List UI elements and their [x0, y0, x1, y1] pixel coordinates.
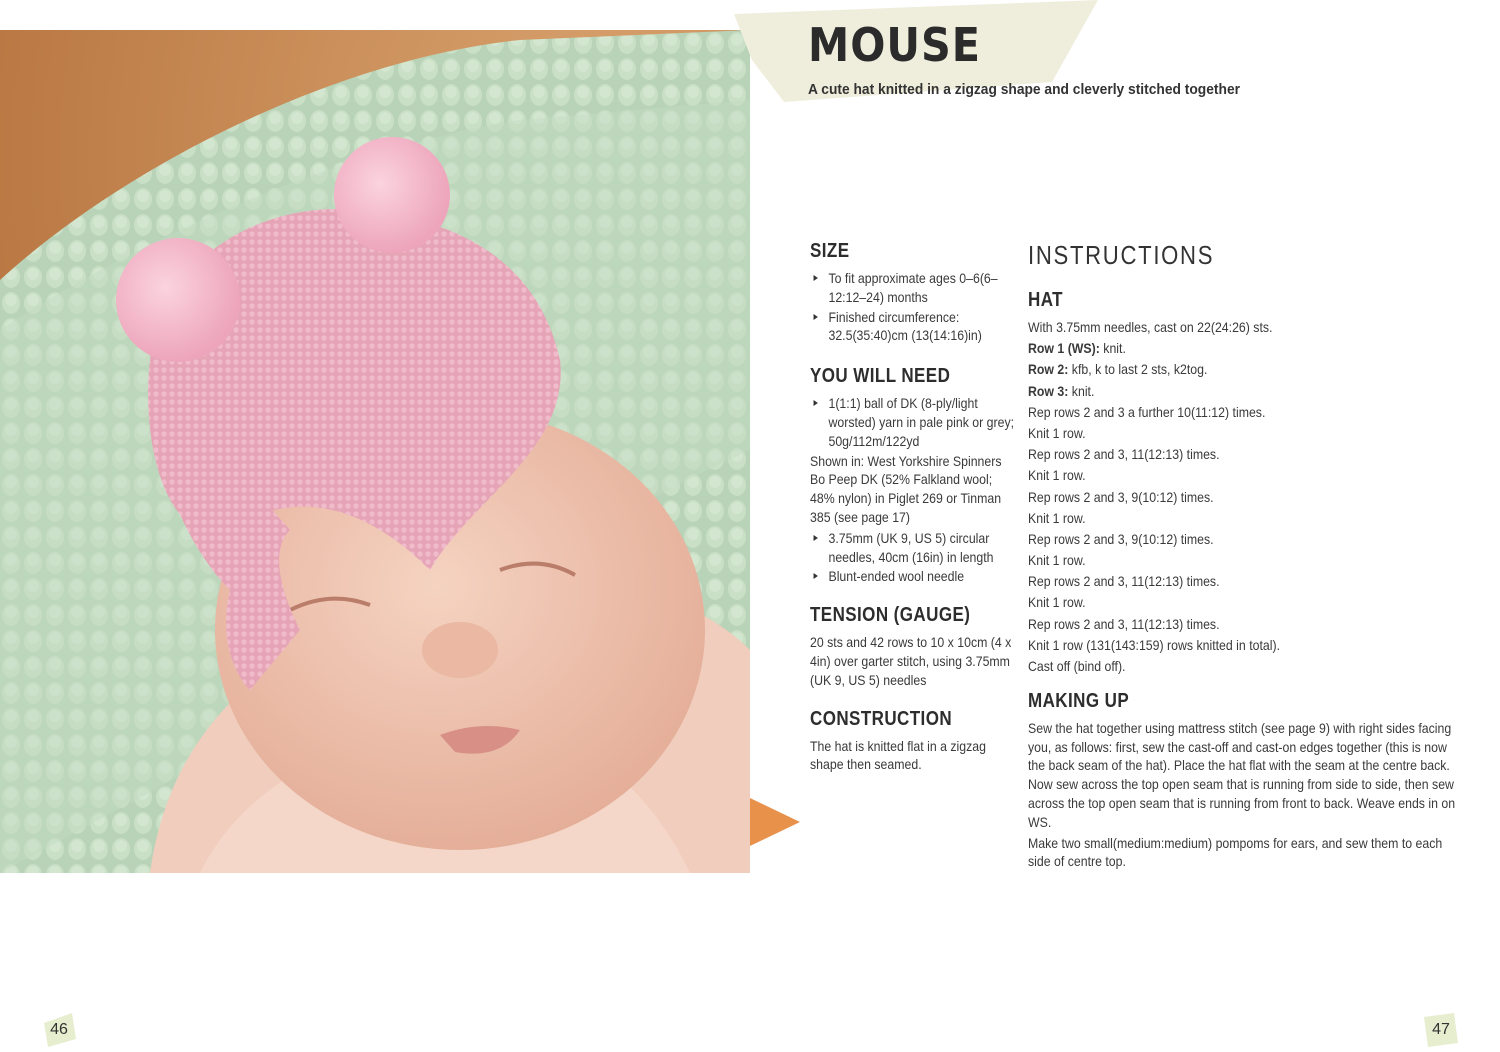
construction-heading: CONSTRUCTION: [810, 707, 953, 730]
page-number-left-label: 46: [50, 1021, 68, 1038]
row-label: Row 2:: [1028, 361, 1069, 378]
making-up-paragraph: Sew the hat together using mattress stitch (see page 9) with right sides facing you, as follows: first, sew the cast-off and cast-on edges together (this is now the back seam of the hat). Place the hat flat with the seam at the centre back. Now sew across the top open seam that is running from side to side, then sew across the top open seam that is running from front to back. Weave ends in on WS.: [1028, 719, 1456, 830]
list-item: Blunt-ended wool needle: [810, 567, 1014, 586]
page-number-right-label: 47: [1432, 1021, 1450, 1038]
hat-heading: HAT: [1028, 289, 1063, 311]
row-text: With 3.75mm needles, cast on 22(24:26) sts.: [1028, 319, 1273, 335]
instruction-line: [1028, 445, 1456, 464]
row-label: Row 1 (WS):: [1028, 340, 1100, 357]
row-text: Cast off (bind off).: [1028, 658, 1126, 674]
row-text: Knit 1 row.: [1028, 594, 1086, 611]
list-item: To fit approximate ages 0–6(6–12:12–24) months: [810, 269, 1014, 307]
row-text: Knit 1 row.: [1028, 424, 1086, 441]
you-will-need-section: [810, 394, 1014, 586]
instruction-line: [1028, 509, 1456, 528]
row-text: Knit 1 row.: [1028, 552, 1086, 569]
instruction-line: [1028, 339, 1456, 358]
list-item: 1(1:1) ball of DK (8-ply/light worsted) yarn in pale pink or grey; 50g/112m/122yd: [810, 394, 1014, 450]
size-list: [810, 269, 1014, 345]
row-text: Knit 1 row (131(143:159) rows knitted in total).: [1028, 636, 1281, 653]
row-text: Rep rows 2 and 3 a further 10(11:12) times.: [1028, 403, 1266, 420]
instructions-column: [1028, 240, 1458, 873]
instructions-heading: INSTRUCTIONS: [1028, 240, 1215, 270]
size-section: [810, 269, 1014, 345]
page-number-right: [1424, 1013, 1458, 1047]
instruction-line: [1028, 488, 1456, 507]
making-up-heading: MAKING UP: [1028, 689, 1130, 712]
row-text: Rep rows 2 and 3, 11(12:13) times.: [1028, 615, 1220, 632]
row-text: kfb, k to last 2 sts, k2tog.: [1068, 361, 1208, 378]
page-number-left: [42, 1013, 76, 1047]
hat-instructions: [1028, 318, 1456, 676]
row-text: knit.: [1068, 382, 1095, 399]
instruction-line: [1028, 551, 1456, 570]
you-will-need-heading: YOU WILL NEED: [810, 365, 951, 388]
row-text: Rep rows 2 and 3, 11(12:13) times.: [1028, 573, 1220, 590]
instruction-line: [1028, 593, 1456, 612]
construction-text: The hat is knitted flat in a zigzag shape then seamed.: [810, 737, 986, 773]
baby-photo: [0, 30, 750, 873]
list-item: 3.75mm (UK 9, US 5) circular needles, 40cm (16in) in length: [810, 529, 1014, 567]
materials-column: [810, 240, 1015, 776]
instruction-line: [1028, 636, 1456, 655]
instruction-line: [1028, 360, 1456, 379]
instruction-line: [1028, 382, 1456, 401]
row-label: Row 3:: [1028, 382, 1069, 399]
making-up-paragraph: Make two small(medium:medium) pompoms for ears, and sew them to each side of centre top.: [1028, 834, 1443, 870]
tension-heading: TENSION (GAUGE): [810, 604, 971, 627]
row-text: Rep rows 2 and 3, 9(10:12) times.: [1028, 488, 1214, 505]
instruction-line: [1028, 424, 1456, 443]
instruction-line: [1028, 466, 1456, 485]
tension-text: 20 sts and 42 rows to 10 x 10cm (4 x 4in) over garter stitch, using 3.75mm (UK 9, US 5) needles: [810, 634, 1012, 688]
orange-arrow-icon: [750, 798, 800, 846]
row-text: Rep rows 2 and 3, 11(12:13) times.: [1028, 446, 1220, 463]
instruction-line: [1028, 403, 1456, 422]
page-subtitle: A cute hat knitted in a zigzag shape and cleverly stitched together: [808, 81, 1240, 98]
shown-in-text: Shown in: West Yorkshire Spinners Bo Peep DK (52% Falkland wool; 48% nylon) in Piglet 269 or Tinman 385 (see page 17): [810, 452, 1002, 525]
row-text: Knit 1 row.: [1028, 467, 1086, 484]
size-heading: SIZE: [810, 240, 850, 262]
instruction-line: [1028, 615, 1456, 634]
instruction-line: [1028, 530, 1456, 549]
row-text: Rep rows 2 and 3, 9(10:12) times.: [1028, 530, 1214, 547]
row-text: Knit 1 row.: [1028, 509, 1086, 526]
row-text: knit.: [1099, 340, 1126, 357]
page-title: MOUSE: [808, 18, 982, 72]
instruction-line: [1028, 318, 1456, 337]
instruction-line: [1028, 572, 1456, 591]
list-item: Finished circumference: 32.5(35:40)cm (13(14:16)in): [810, 308, 1014, 346]
instruction-line: [1028, 657, 1456, 676]
